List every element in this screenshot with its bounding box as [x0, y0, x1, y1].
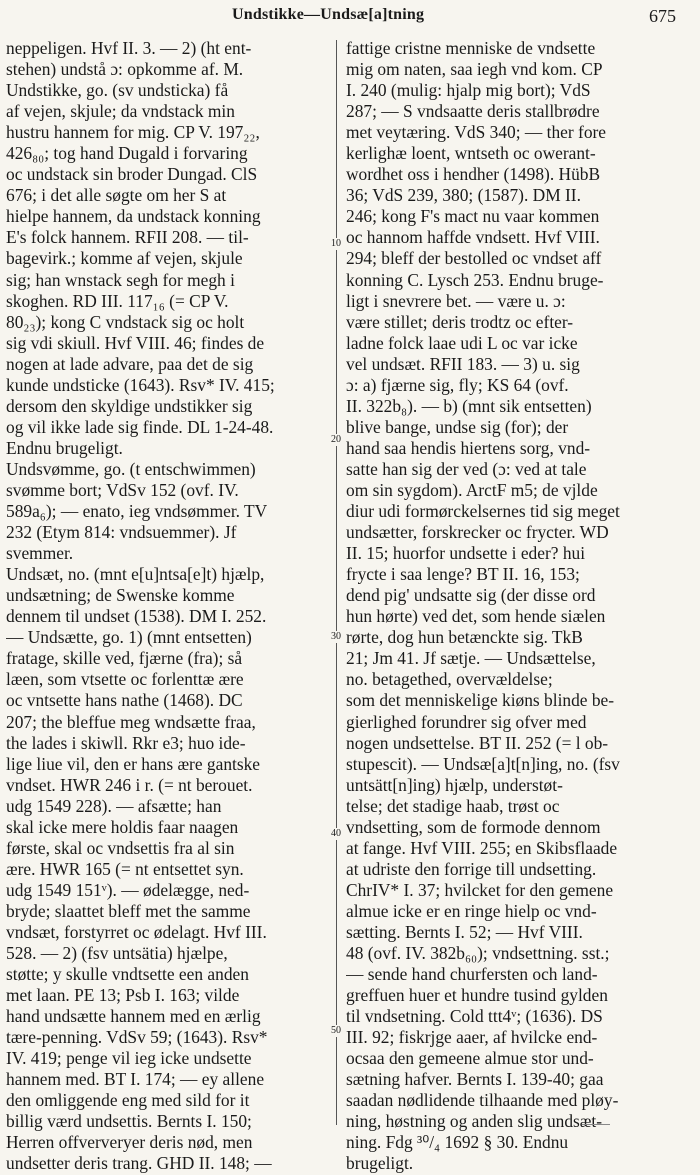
text-line: som det menniskelige kiøns blinde be- [346, 690, 615, 711]
margin-line-number: 40 [327, 828, 345, 840]
text-line: III. 92; fiskrjge aaer, af hvilcke end- [346, 1027, 598, 1048]
text-line: greffuen huer et hundre tusind gylden [346, 985, 608, 1006]
text-line: II. 322b₈). — b) (mnt sik entsetten) [346, 395, 592, 416]
text-line: svømme bort; VdSv 152 (ovf. IV. [6, 479, 239, 500]
text-line: 589a₆); — enato, ieg vndsømmer. TV [6, 501, 268, 522]
text-line: rørte, dog hun betænckte sig. TkB [346, 627, 583, 648]
text-line: 232 (Etym 814: vndsuemmer). Jf [6, 522, 237, 543]
text-line: ning, høstning og anden slig undsæt- [346, 1111, 603, 1132]
text-line: hun hørte) ved det, som hende siælen [346, 606, 606, 627]
text-line: sætning hafver. Bernts I. 139-40; gaa [346, 1069, 604, 1090]
text-line: vndsæt, forstyrret oc ødelagt. Hvf III. [6, 921, 267, 942]
bottom-rule [582, 1124, 610, 1127]
text-line: undsætning; de Swenske komme [6, 585, 235, 606]
text-line: dersom den skyldige undstikker sig [6, 395, 253, 416]
column-divider [336, 40, 337, 1125]
text-line: 246; kong F's mact nu vaar kommen [346, 206, 600, 227]
text-line: konning C. Lysch 253. Endnu bruge- [346, 269, 604, 290]
text-line: støtte; y skulle vndtsette een anden [6, 964, 249, 985]
text-line: 294; bleff der bestolled oc vndset aff [346, 248, 602, 269]
text-line: skoghen. RD III. 117₁₆ (= CP V. [6, 290, 229, 311]
text-line: bryde; slaattet bleff met the samme [6, 900, 251, 921]
text-line: 426₈₀; tog hand Dugald i forvaring [6, 143, 248, 164]
text-line: saadan nødlidende tilhaande med pløy- [346, 1090, 619, 1111]
text-line: om sin sygdom). ArctF m5; de vjlde [346, 479, 598, 500]
text-line: af vejen, skjule; da vndstack min [6, 101, 235, 122]
text-line: vndset. HWR 246 i r. (= nt berouet. [6, 774, 253, 795]
text-line: met veytæring. VdS 340; — ther fore [346, 122, 607, 143]
text-line: II. 15; huorfor undsette i eder? hui [346, 543, 586, 564]
text-line: almue icke er en ringe hielp oc vnd- [346, 900, 597, 921]
text-line: at fange. Hvf VIII. 255; en Skibsflaade [346, 837, 618, 858]
text-line: the lades i skiwll. Rkr e3; huo ide- [6, 732, 246, 753]
text-line: første, skal oc vndsettis fra al sin [6, 837, 235, 858]
page-header [0, 4, 700, 32]
text-line: I. 240 (mulig: hjalp mig bort); VdS [346, 80, 591, 101]
text-line: fratage, skille ved, fjærne (fra); så [6, 648, 243, 669]
text-line: untsätt[n]ing) hjælp, understøt- [346, 774, 563, 795]
page-number: 675 [649, 6, 676, 26]
text-line: satte han sig der ved (ɔ: ved at tale [346, 458, 587, 479]
text-line: 21; Jm 41. Jf sætje. — Undsættelse, [346, 648, 596, 669]
text-line: 528. — 2) (fsv untsätia) hjælpe, [6, 943, 228, 964]
text-line: Endnu brugeligt. [6, 437, 123, 458]
text-line: bagevirk.; komme af vejen, skjule [6, 248, 243, 269]
text-line: fattige cristne menniske de vndsette [346, 38, 596, 58]
text-line: ligt i snevrere bet. — være u. ɔ: [346, 290, 566, 311]
text-line: oc hannom haffde vndsett. Hvf VIII. [346, 227, 600, 248]
text-line: hannem med. BT I. 174; — ey allene [6, 1069, 265, 1090]
text-line: stehen) undstå ɔ: opkomme af. M. [6, 59, 244, 80]
text-line: no. betagethed, overvældelse; [346, 669, 553, 690]
text-line: sig; han wnstack segh for megh i [6, 269, 235, 290]
text-line: og vil ikke lade sig finde. DL 1-24-48. [6, 416, 274, 437]
left-column [6, 38, 328, 1175]
margin-line-number: 10 [327, 238, 345, 250]
text-line: kunde undsticke (1643). Rsv* IV. 415; [6, 374, 275, 395]
text-line: 207; the bleffue meg wndsætte fraa, [6, 711, 256, 732]
text-line: gierlighed forundrer sig ofver med [346, 711, 587, 732]
text-line: oc undstack sin broder Dungad. ClS [6, 164, 258, 185]
text-line: nogen at lade advare, paa det de sig [6, 353, 254, 374]
text-line: IV. 419; penge vil ieg icke undsette [6, 1048, 252, 1069]
text-line: undsætter, forskrecker oc frycter. WD [346, 522, 609, 543]
text-line: 676; i det alle søgte om her S at [6, 185, 227, 206]
text-line: ocsaa den gemeene almue stor und- [346, 1048, 594, 1069]
text-line: undsetter deris trang. GHD II. 148; — [6, 1153, 272, 1174]
text-line: 36; VdS 239, 380; (1587). DM II. [346, 185, 581, 206]
text-line: wordhet oss i hendher (1498). HübB [346, 164, 601, 185]
text-line: ChrIV* I. 37; hvilcket for den gemene [346, 879, 614, 900]
text-line: neppeligen. Hvf II. 3. — 2) (ht ent- [6, 38, 252, 58]
text-line: kerlighæ loent, wntseth oc owerant- [346, 143, 596, 164]
text-line: 287; — S vndsaatte deris stallbrødre [346, 101, 600, 122]
text-line: — sende hand churfersten och land- [346, 964, 598, 985]
text-line: 48 (ovf. IV. 382b₆₀); vndsettning. sst.; [346, 943, 610, 964]
text-line: stupescit). — Undsæ[a]t[n]ing, no. (fsv [346, 753, 620, 774]
text-line: lige liue vil, den er hans ære gantske [6, 753, 261, 774]
text-line: frycte i saa lenge? BT II. 16, 153; [346, 564, 580, 585]
margin-line-number: 20 [327, 434, 345, 446]
text-line: nogen undsettelse. BT II. 252 (= l ob- [346, 732, 609, 753]
text-line: sætting. Bernts I. 52; — Hvf VIII. [346, 921, 583, 942]
text-line: E's folck hannem. RFII 208. — til- [6, 227, 249, 248]
text-line: vndsetting, som de formode dennom [346, 816, 601, 837]
text-line: udg 1549 228). — afsætte; han [6, 795, 222, 816]
text-line: Herren offververyer deris nød, men [6, 1132, 253, 1153]
text-line: ning. Fdg ³⁰/₄ 1692 § 30. Endnu [346, 1132, 569, 1153]
text-line: Undsæt, no. (mnt e[u]ntsa[e]t) hjælp, [6, 564, 265, 585]
text-line: være stillet; deris trodtz oc efter- [346, 311, 574, 332]
text-line: mig om naten, saa iegh vnd kom. CP [346, 59, 603, 80]
text-line: sig vdi skiull. Hvf VIII. 46; findes de [6, 332, 265, 353]
text-line: hand saa hendis hiertens sorg, vnd- [346, 437, 591, 458]
text-line: læen, som vtsette oc forlenttæ ære [6, 669, 244, 690]
right-column [346, 38, 686, 1175]
text-line: skal icke mere holdis faar naagen [6, 816, 239, 837]
text-line: ære. HWR 165 (= nt entsettet syn. [6, 858, 244, 879]
text-line: blive bange, undse sig (for); der [346, 416, 569, 437]
text-line: ɔ: a) fjærne sig, fly; KS 64 (ovf. [346, 374, 569, 395]
margin-line-number: 30 [327, 631, 345, 643]
running-head: Undstikke—Undsæ[a]tning [232, 6, 425, 23]
text-line: Undstikke, go. (sv undsticka) få [6, 80, 229, 101]
text-line: diur udi formørckelsernes tid sig meget [346, 501, 620, 522]
text-line: dend pig' undsatte sig (der disse ord [346, 585, 596, 606]
text-line: oc vntsette hans nathe (1468). DC [6, 690, 243, 711]
text-line: ladne folck laae udi L oc var icke [346, 332, 578, 353]
text-line: hielpe hannem, da undstack konning [6, 206, 261, 227]
text-line: billig værd undsettis. Bernts I. 150; [6, 1111, 252, 1132]
text-line: 80₂₃); kong C vndstack sig oc holt [6, 311, 245, 332]
text-line: svemmer. [6, 543, 74, 564]
text-line: — Undsætte, go. 1) (mnt entsetten) [6, 627, 252, 648]
text-line: udg 1549 151ᵛ). — ødelægge, ned- [6, 879, 250, 900]
text-line: met laan. PE 13; Psb I. 163; vilde [6, 985, 240, 1006]
text-line: vel undsæt. RFII 183. — 3) u. sig [346, 353, 580, 374]
text-line: at udriste den forrige till undsetting. [346, 858, 597, 879]
text-line: telse; det stadige haab, trøst oc [346, 795, 560, 816]
margin-line-number: 50 [327, 1025, 345, 1037]
text-line: hand undsætte hannem med en ærlig [6, 1006, 261, 1027]
text-line: brugeligt. [346, 1153, 414, 1174]
text-line: dennem til undset (1538). DM I. 252. [6, 606, 267, 627]
text-line: til vndsetning. Cold ttt4ᵛ; (1636). DS [346, 1006, 603, 1027]
text-line: den omliggende eng med sild for it [6, 1090, 250, 1111]
text-line: tære-penning. VdSv 59; (1643). Rsv* [6, 1027, 268, 1048]
text-line: Undsvømme, go. (t entschwimmen) [6, 458, 256, 479]
text-line: hustru hannem for mig. CP V. 197₂₂, [6, 122, 260, 143]
